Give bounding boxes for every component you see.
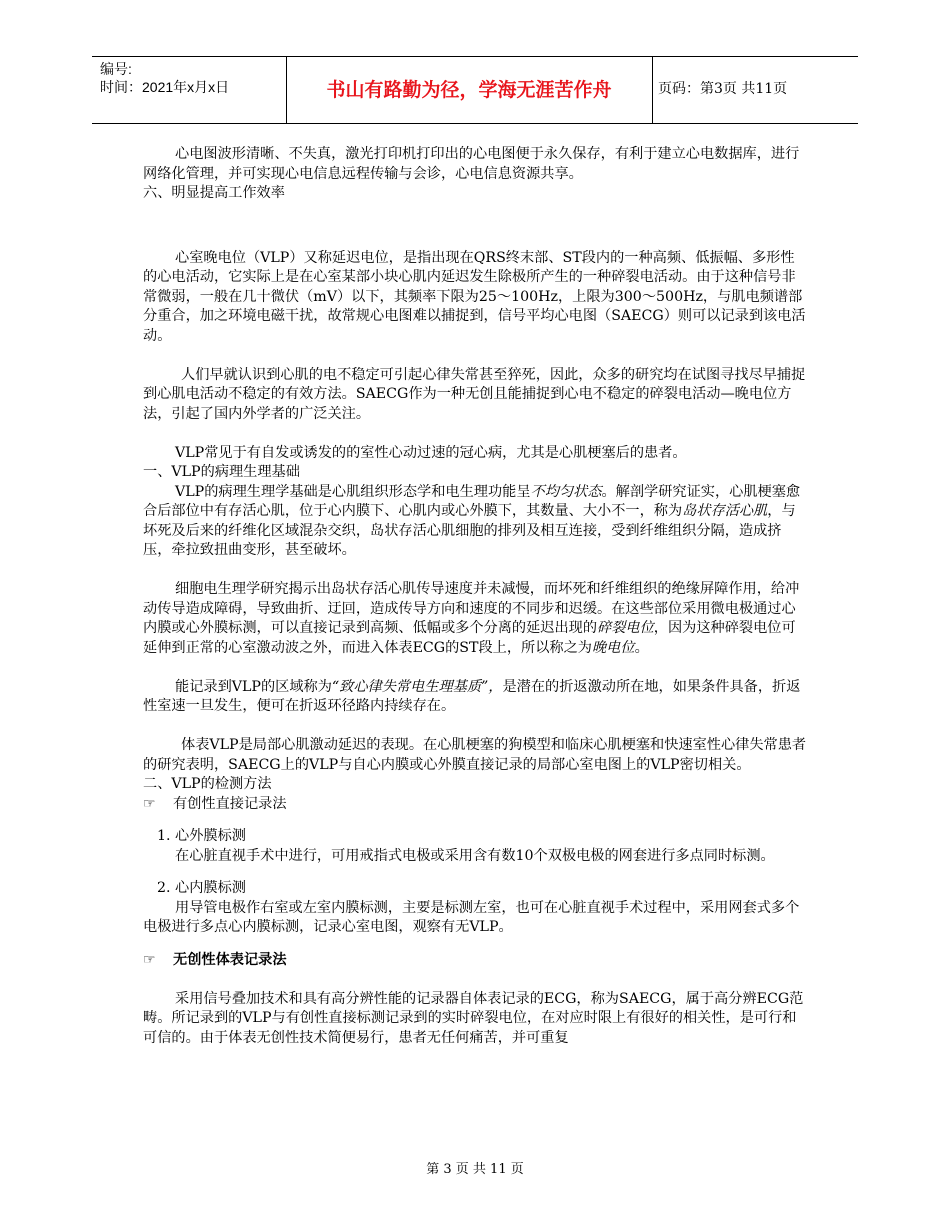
paragraph: 采用信号叠加技术和具有高分辨性能的记录器自体表记录的ECG，称为SAECG，属于高分辨ECG范畴。所记录到的VLP与有创性直接标测记录到的实时碎裂电位，在对应时限上有很好的相关性，是可行和可信的。由于体表无创性技术简便易行，患者无任何痛苦，并可重复 <box>143 990 804 1046</box>
header-time: 时间：2021年x月x日 <box>100 79 230 95</box>
header-page-number: 页码：第3页 共11页 <box>658 81 788 97</box>
numbered-heading: 1. 心外膜标测 <box>157 828 246 844</box>
pointing-hand-icon: ☞ <box>143 951 156 968</box>
numbered-heading: 2. 心内膜标测 <box>157 880 246 896</box>
pointing-hand-icon: ☞ <box>143 795 156 812</box>
section-heading: 二、VLP的检测方法 <box>143 776 272 792</box>
paragraph: 心室晚电位（VLP）又称延迟电位，是指出现在QRS终末部、ST段内的一种高频、低振幅、多形性的心电活动，它实际上是在心室某部小块心肌内延迟发生除极所产生的一种碎裂电活动。由于这种信号非常微弱，一般在几十微伏（mV）以下，其频率下限为25～100Hz，上限为300～500Hz，与肌电频谱部分重合，加之环境电磁干扰，故常规心电图难以捕捉到，信号平均心电图（SAECG）则可以记录到该电活动。 <box>143 249 806 344</box>
bullet-item: ☞ 无创性体表记录法 <box>143 951 808 971</box>
page-footer: 第 3 页 共 11 页 <box>426 1162 524 1177</box>
emphasis: “致心律失常电生理基质”， <box>331 678 503 695</box>
page-header <box>92 56 858 124</box>
paragraph: 能记录到VLP的区域称为“致心律失常电生理基质”，是潜在的折返激动所在地，如果条件具备，折返性室速一旦发生，便可在折返环径路内持续存在。 <box>143 678 801 714</box>
paragraph: 心电图波形清晰、不失真，激光打印机打印出的心电图便于永久保存，有利于建立心电数据库，进行网络化管理，并可实现心电信息远程传输与会诊，心电信息资源共享。 <box>143 146 800 182</box>
paragraph: 细胞电生理学研究揭示出岛状存活心肌传导速度并未减慢，而坏死和纤维组织的绝缘屏障作用，给冲动传导造成障碍，导致曲折、迂回，造成传导方向和速度的不同步和迟缓。在这些部位采用微电极通过心内膜或心外膜标测，可以直接记录到高频、低幅或多个分离的延迟出现的碎裂电位，因为这种碎裂电位可延伸到正常的心室激动波之外，而进入体表ECG的ST段上，所以称之为晚电位。 <box>143 581 800 656</box>
paragraph: VLP常见于有自发或诱发的的室性心动过速的冠心病，尤其是心肌梗塞后的患者。 <box>175 444 687 461</box>
section-heading: 六、明显提高工作效率 <box>143 185 285 201</box>
header-motto: 书山有路勤为径，学海无涯苦作舟 <box>326 79 612 101</box>
paragraph: 人们早就认识到心肌的电不稳定可引起心律失常甚至猝死，因此，众多的研究均在试图寻找尽早捕捉到心肌电活动不稳定的有效方法。SAECG作为一种无创且能捕捉到心电不稳定的碎裂电活动—晚电位方法，引起了国内外学者的广泛关注。 <box>143 366 806 422</box>
paragraph: 体表VLP是局部心肌激动延迟的表现。在心肌梗塞的狗模型和临床心肌梗塞和快速室性心律失常患者的研究表明，SAECG上的VLP与自心内膜或心外膜直接记录的局部心室电图上的VLP密切相关。 <box>143 737 807 773</box>
header-number: 编号: <box>100 61 132 77</box>
paragraph: 用导管电极作右室或左室内膜标测，主要是标测左室，也可在心脏直视手术过程中，采用网套式多个电极进行多点心内膜标测，记录心室电图，观察有无VLP。 <box>143 899 800 935</box>
emphasis: 碎裂电位 <box>597 620 654 636</box>
paragraph: 在心脏直视手术中进行，可用戒指式电极或采用含有数10个双极电极的网套进行多点同时标测。 <box>175 847 775 864</box>
header-divider <box>652 57 653 123</box>
paragraph: VLP的病理生理学基础是心肌组织形态学和电生理功能呈不均匀状态。解剖学研究证实，心肌梗塞愈合后部位中有存活心肌，位于心内膜下、心肌内或心外膜下，其数量、大小不一，称为岛状存活心肌，与坏死及后来的纤维化区域混杂交织，岛状存活心肌细胞的排列及相互连接，受到纤维组织分隔，造成挤压，牵拉致扭曲变形，甚至破坏。 <box>143 483 801 558</box>
header-meta <box>100 60 229 96</box>
bullet-item: ☞ 有创性直接记录法 <box>143 795 808 815</box>
section-heading: 一、VLP的病理生理基础 <box>143 464 300 480</box>
emphasis: 岛状存活心肌 <box>682 503 768 519</box>
emphasis: 晚电位 <box>591 639 635 656</box>
emphasis: 不均匀状态 <box>530 483 602 500</box>
document-body <box>143 145 808 1048</box>
